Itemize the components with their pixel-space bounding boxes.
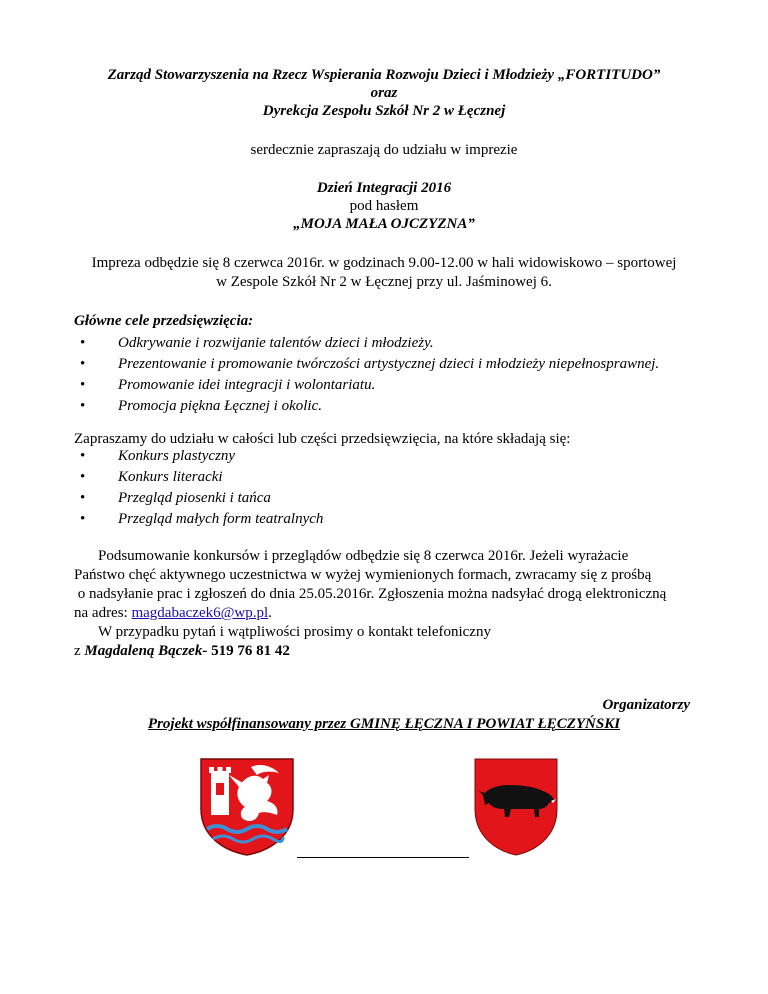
event-details-line-2: w Zespole Szkół Nr 2 w Łęcznej przy ul. Jaśminowej 6.	[216, 274, 552, 290]
list-item: • Promocja piękna Łęcznej i okolic.	[80, 396, 659, 417]
header-conjunction: oraz	[370, 85, 398, 101]
summary-line-5: W przypadku pytań i wątpliwości prosimy o kontakt telefoniczny	[98, 624, 491, 640]
list-item: • Promowanie idei integracji i wolontariatu.	[80, 375, 659, 396]
parts-intro: Zapraszamy do udziału w całości lub części przedsięwzięcia, na które składają się:	[74, 431, 571, 447]
goals-title: Główne cele przedsięwzięcia:	[74, 313, 254, 329]
contact-line	[74, 643, 290, 660]
contact-name: Magdaleną Bączek-	[84, 643, 208, 659]
parts-list	[80, 446, 323, 530]
list-item: • Konkurs plastyczny	[80, 446, 323, 467]
event-motto: „MOJA MAŁA OJCZYZNA”	[293, 216, 475, 232]
list-item: • Przegląd małych form teatralnych	[80, 509, 323, 530]
invitation-text: serdecznie zapraszają do udziału w imprezie	[250, 142, 518, 158]
signature-line	[297, 857, 469, 858]
leczna-coat-of-arms-icon	[199, 757, 295, 857]
contact-prefix: z	[74, 643, 85, 659]
punctuation: .	[268, 605, 272, 621]
summary-line-3: o nadsyłanie prac i zgłoszeń do dnia 25.05.2016r. Zgłoszenia można nadsyłać drogą elektroniczną	[74, 586, 667, 602]
event-name: Dzień Integracji 2016	[316, 180, 452, 196]
summary-line-2: Państwo chęć aktywnego uczestnictwa w wyżej wymienionych formach, zwracamy się z prośbą	[74, 567, 652, 583]
list-item: • Konkurs literacki	[80, 467, 323, 488]
header-organizer-1: Zarząd Stowarzyszenia na Rzecz Wspierania Rozwoju Dzieci i Młodzieży „FORTITUDO”	[107, 67, 661, 83]
funding-note: Projekt współfinansowany przez GMINĘ ŁĘCZNA I POWIAT ŁĘCZYŃSKI	[147, 716, 621, 732]
address-label: na adres:	[74, 605, 132, 621]
list-item: • Odkrywanie i rozwijanie talentów dzieci i młodzieży.	[80, 333, 659, 354]
goals-list	[80, 333, 659, 417]
organizers-label: Organizatorzy	[602, 697, 690, 713]
list-item: • Prezentowanie i promowanie twórczości artystycznej dzieci i młodzieży niepełnosprawnej.	[80, 354, 659, 375]
contact-phone: 519 76 81 42	[207, 643, 290, 659]
motto-intro: pod hasłem	[349, 198, 419, 214]
summary-line-4	[74, 605, 272, 622]
list-item: • Przegląd piosenki i tańca	[80, 488, 323, 509]
header-organizer-2: Dyrekcja Zespołu Szkół Nr 2 w Łęcznej	[262, 103, 506, 119]
powiat-coat-of-arms-icon	[473, 757, 559, 857]
email-link[interactable]: magdabaczek6@wp.pl	[131, 605, 269, 621]
summary-line-1: Podsumowanie konkursów i przeglądów odbędzie się 8 czerwca 2016r. Jeżeli wyrażacie	[98, 548, 629, 564]
event-details-line-1: Impreza odbędzie się 8 czerwca 2016r. w godzinach 9.00-12.00 w hali widowiskowo – sportowej	[91, 255, 677, 271]
